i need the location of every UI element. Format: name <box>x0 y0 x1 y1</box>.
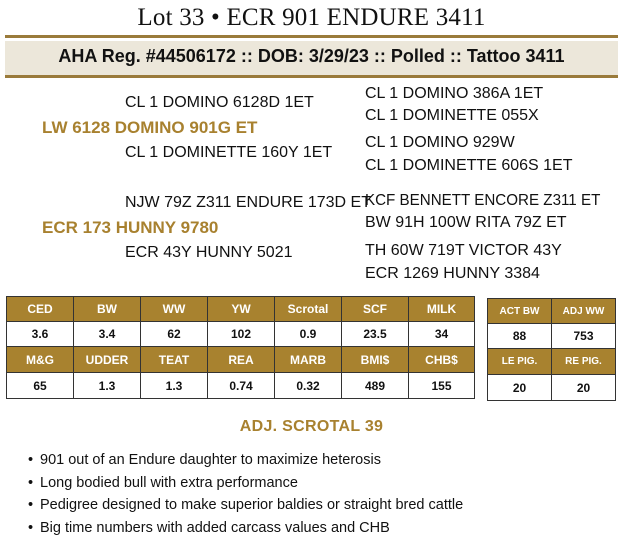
actual-header-re-pig: RE PIG. <box>552 349 616 375</box>
epd-value-row-2 <box>7 373 475 399</box>
actual-header-act-bw: ACT BW <box>488 299 552 324</box>
bullet-item <box>28 520 463 543</box>
epd-header-mg: M&G <box>7 347 74 373</box>
bullet-item <box>28 475 463 498</box>
epd-header-milk: MILK <box>409 297 475 322</box>
epd-value-mg: 65 <box>7 373 74 399</box>
actual-value-act-bw: 88 <box>488 324 552 349</box>
actual-measures-table <box>487 298 616 401</box>
epd-header-yw: YW <box>208 297 275 322</box>
epd-value-scf: 23.5 <box>342 322 409 347</box>
epd-value-ced: 3.6 <box>7 322 74 347</box>
pedigree-ddd: ECR 1269 HUNNY 3384 <box>365 265 540 282</box>
adj-scrotal-label: ADJ. SCROTAL 39 <box>239 418 384 435</box>
epd-header-ced: CED <box>7 297 74 322</box>
bullet-text: Big time numbers with added carcass values and CHB <box>40 519 390 536</box>
bullet-text: Pedigree designed to make superior baldies or straight bred cattle <box>40 497 464 513</box>
epd-value-bw: 3.4 <box>74 322 141 347</box>
bullet-list <box>28 452 463 542</box>
epd-header-row-2 <box>7 347 475 373</box>
epd-value-rea: 0.74 <box>208 373 275 399</box>
pedigree-dam-dam: ECR 43Y HUNNY 5021 <box>125 244 293 261</box>
actual-value-le-pig: 20 <box>488 375 552 401</box>
epd-value-marb: 0.32 <box>275 373 342 399</box>
actual-header-adj-ww: ADJ WW <box>552 299 616 324</box>
epd-header-chb: CHB$ <box>409 347 475 373</box>
actual-value-row-1 <box>488 324 616 349</box>
bullet-dot-icon: • <box>28 519 34 536</box>
epd-header-row-1 <box>7 297 475 322</box>
bullet-dot-icon: • <box>28 452 34 468</box>
actual-value-adj-ww: 753 <box>552 324 616 349</box>
bullet-text: 901 out of an Endure daughter to maximize heterosis <box>40 452 381 468</box>
bullet-item <box>28 452 463 475</box>
epd-value-yw: 102 <box>208 322 275 347</box>
pedigree-sss: CL 1 DOMINO 386A 1ET <box>365 85 544 102</box>
registration-line: AHA Reg. #44506172 :: DOB: 3/29/23 :: Polled :: Tattoo 3411 <box>58 46 565 66</box>
pedigree-ssd: CL 1 DOMINETTE 055X <box>365 107 539 124</box>
bullet-dot-icon: • <box>28 497 34 513</box>
pedigree-sire: LW 6128 DOMINO 901G ET <box>42 118 258 137</box>
pedigree-sire-sire: CL 1 DOMINO 6128D 1ET <box>125 94 314 111</box>
bullet-dot-icon: • <box>28 474 34 491</box>
epd-header-ww: WW <box>141 297 208 322</box>
epd-header-teat: TEAT <box>141 347 208 373</box>
pedigree-dsd: BW 91H 100W RITA 79Z ET <box>365 214 567 231</box>
epd-header-scrotal: Scrotal <box>275 297 342 322</box>
pedigree-dss: KCF BENNETT ENCORE Z311 ET <box>365 192 601 209</box>
actual-value-re-pig: 20 <box>552 375 616 401</box>
epd-table <box>6 296 475 399</box>
epd-value-chb: 155 <box>409 373 475 399</box>
epd-header-bmi: BMI$ <box>342 347 409 373</box>
lot-title: Lot 33 • ECR 901 ENDURE 3411 <box>137 4 486 31</box>
registration-divider <box>5 75 618 78</box>
pedigree-dam: ECR 173 HUNNY 9780 <box>42 218 219 237</box>
pedigree-dds: TH 60W 719T VICTOR 43Y <box>365 242 562 259</box>
epd-value-ww: 62 <box>141 322 208 347</box>
pedigree-sire-dam: CL 1 DOMINETTE 160Y 1ET <box>125 144 333 161</box>
epd-value-udder: 1.3 <box>74 373 141 399</box>
pedigree-dam-sire: NJW 79Z Z311 ENDURE 173D ET <box>125 194 371 211</box>
epd-header-udder: UDDER <box>74 347 141 373</box>
actual-header-row-2 <box>488 349 616 375</box>
actual-header-row-1 <box>488 299 616 324</box>
actual-value-row-2 <box>488 375 616 401</box>
bullet-item <box>28 497 463 520</box>
epd-header-marb: MARB <box>275 347 342 373</box>
epd-header-rea: REA <box>208 347 275 373</box>
top-divider <box>5 35 618 38</box>
epd-value-row-1 <box>7 322 475 347</box>
pedigree-sds: CL 1 DOMINO 929W <box>365 134 515 151</box>
epd-value-bmi: 489 <box>342 373 409 399</box>
epd-header-bw: BW <box>74 297 141 322</box>
epd-value-teat: 1.3 <box>141 373 208 399</box>
pedigree-sdd: CL 1 DOMINETTE 606S 1ET <box>365 157 573 174</box>
actual-header-le-pig: LE PIG. <box>488 349 552 375</box>
epd-header-scf: SCF <box>342 297 409 322</box>
epd-value-scrotal: 0.9 <box>275 322 342 347</box>
epd-value-milk: 34 <box>409 322 475 347</box>
bullet-text: Long bodied bull with extra performance <box>40 474 298 491</box>
